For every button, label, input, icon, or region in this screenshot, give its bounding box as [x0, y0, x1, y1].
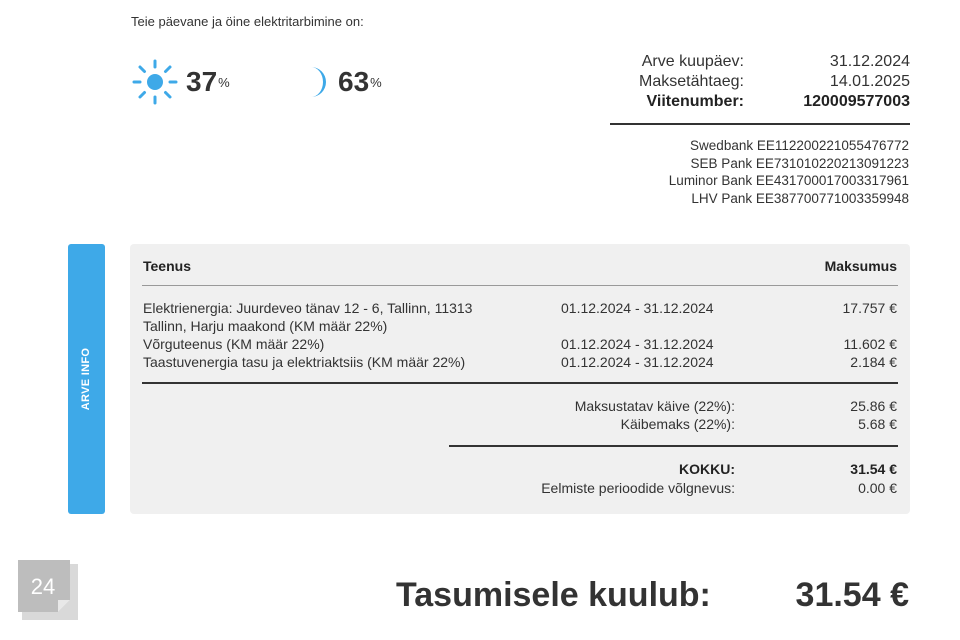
row-2-period: 01.12.2024 - 31.12.2024 — [561, 336, 714, 352]
invoice-info-tab-label: ARVE INFO — [80, 347, 93, 411]
row-1-service: Elektrienergia: Juurdeveo tänav 12 - 6, Tallinn, 11313 — [143, 300, 473, 316]
rows-divider — [142, 382, 898, 384]
previous-debt-value: 0.00 € — [858, 480, 897, 496]
invoice-date-row — [610, 52, 910, 72]
consumption-intro-text: Teie päevane ja öine elektritarbimine on: — [131, 14, 364, 29]
amount-due-value: 31.54 € — [795, 576, 909, 614]
previous-debt-label: Eelmiste perioodide võlgnevus: — [541, 480, 735, 496]
reference-number-label: Viitenumber: — [646, 93, 744, 110]
invoice-meta — [610, 52, 910, 112]
night-percent: 63 — [338, 66, 370, 97]
row-1-service-line2: Tallinn, Harju maakond (KM määr 22%) — [143, 318, 388, 334]
totals-divider — [449, 445, 898, 447]
due-date-label: Maksetähtaeg: — [639, 73, 744, 90]
due-date-row — [610, 72, 910, 92]
sun-icon — [132, 59, 178, 105]
table-header-cost: Maksumus — [824, 258, 897, 274]
page-number: 24 — [30, 574, 56, 599]
bank-account: LHV Pank EE387700771003359948 — [691, 190, 909, 206]
reference-number-row — [610, 92, 910, 112]
page-number-badge — [18, 560, 78, 620]
vat-label: Käibemaks (22%): — [620, 416, 735, 432]
bank-account: SEB Pank EE731010220213091223 — [690, 155, 909, 171]
night-usage — [304, 56, 382, 108]
row-2-service: Võrguteenus (KM määr 22%) — [143, 336, 325, 352]
due-date-value: 14.01.2025 — [829, 73, 910, 90]
moon-icon — [304, 65, 330, 99]
invoice-date-label: Arve kuupäev: — [641, 53, 744, 70]
row-2-cost: 11.602 € — [843, 336, 897, 352]
row-3-period: 01.12.2024 - 31.12.2024 — [561, 354, 714, 370]
amount-due-label: Tasumisele kuulub: — [396, 576, 711, 614]
invoice-info-tab — [68, 244, 105, 514]
row-3-cost: 2.184 € — [850, 354, 897, 370]
invoice-details-panel — [130, 244, 910, 514]
vat-value: 5.68 € — [858, 416, 897, 432]
row-3-service: Taastuvenergia tasu ja elektriaktsiis (KM määr 22%) — [143, 354, 466, 370]
day-percent-sign: % — [218, 75, 230, 90]
taxable-turnover-value: 25.86 € — [850, 398, 897, 414]
header-divider — [142, 285, 898, 286]
night-percent-sign: % — [370, 75, 382, 90]
reference-number-value: 120009577003 — [803, 93, 910, 110]
day-usage — [132, 56, 230, 108]
table-header-service: Teenus — [143, 258, 191, 274]
total-value: 31.54 € — [850, 461, 897, 477]
bank-accounts — [669, 137, 909, 207]
row-1-period: 01.12.2024 - 31.12.2024 — [561, 300, 714, 316]
total-label: KOKKU: — [679, 461, 735, 477]
bank-account: Luminor Bank EE431700017003317961 — [668, 173, 909, 189]
bank-account: Swedbank EE112200221055476772 — [690, 138, 909, 153]
row-1-cost: 17.757 € — [842, 300, 897, 316]
day-percent: 37 — [186, 66, 218, 97]
invoice-date-value: 31.12.2024 — [829, 53, 910, 70]
meta-divider — [610, 123, 910, 125]
taxable-turnover-label: Maksustatav käive (22%): — [574, 398, 735, 414]
